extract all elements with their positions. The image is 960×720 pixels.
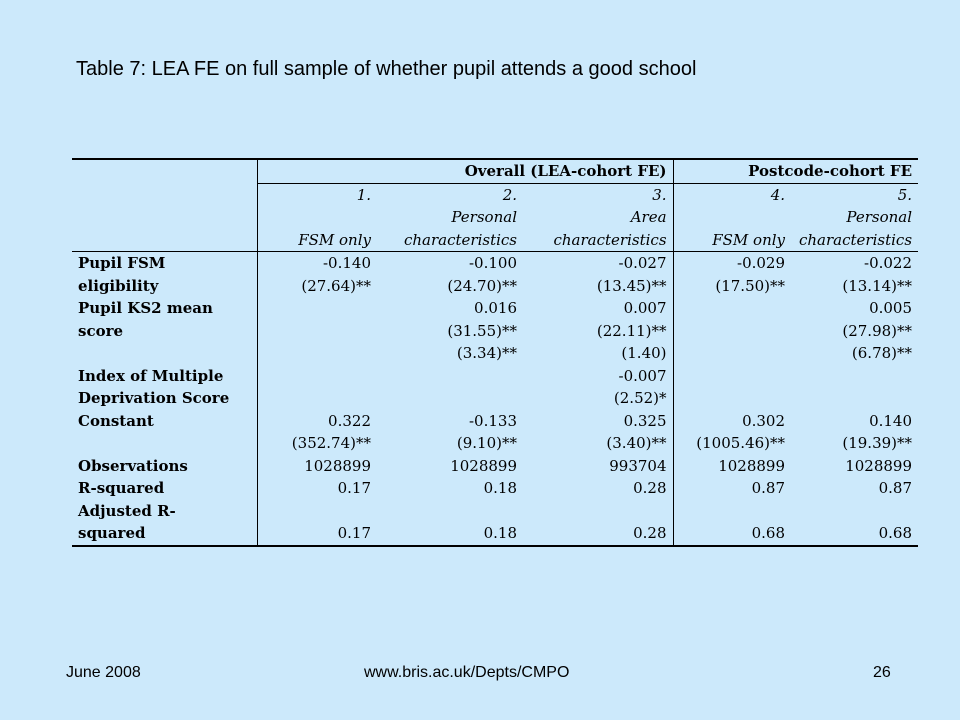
table-cell: (6.78)**: [851, 344, 913, 362]
empty-header-cell: [72, 183, 257, 206]
empty-header-cell: [72, 206, 257, 229]
table-cell: 0.28: [523, 500, 673, 546]
table-cell: 0.325: [523, 410, 673, 433]
table-cell: 0.007: [523, 297, 673, 320]
column-desc: Personal: [846, 208, 913, 226]
row-label: Deprivation Score: [72, 387, 257, 410]
slide-title: Table 7: LEA FE on full sample of whether pupil attends a good school: [76, 58, 697, 80]
row-label: Pupil FSM: [72, 252, 257, 275]
table-cell: 0.18: [377, 500, 523, 546]
table-cell: [377, 387, 523, 410]
results-table: [72, 158, 918, 547]
table-cell: -0.027: [523, 252, 673, 275]
table-row: [72, 410, 918, 433]
table-cell: 0.17: [337, 479, 371, 497]
table-cell: 0.140: [869, 411, 913, 430]
column-desc: characteristics: [523, 229, 673, 252]
table-cell: 0.68: [791, 500, 918, 546]
table-cell: (3.34)**: [456, 344, 517, 362]
table-row: [72, 252, 918, 275]
column-desc: Personal: [451, 208, 517, 226]
table-cell: [673, 342, 791, 365]
table-cell: 0.68: [673, 500, 791, 546]
table-cell: -0.140: [322, 254, 371, 272]
table-cell: [791, 387, 918, 410]
footer-page-number: 26: [873, 664, 891, 681]
table-cell: (352.74)**: [291, 434, 371, 452]
empty-header-cell: [72, 159, 257, 183]
table-cell: -0.029: [737, 254, 786, 272]
table-cell: [673, 365, 791, 388]
row-label: R-squared: [72, 477, 257, 500]
empty-header-cell: [72, 229, 257, 252]
column-desc-row-2: [72, 229, 918, 252]
row-label: Observations: [72, 455, 257, 478]
column-desc: FSM only: [257, 229, 377, 252]
table-cell: (17.50)**: [715, 276, 786, 295]
table-cell: (22.11)**: [523, 320, 673, 343]
column-desc: Area: [523, 206, 673, 229]
table-cell: (9.10)**: [456, 434, 517, 452]
column-desc-row-1: [72, 206, 918, 229]
row-label-line: Adjusted R-: [78, 501, 176, 520]
table-cell: 0.87: [751, 479, 786, 497]
table-row: [72, 432, 918, 455]
table-cell: (3.40)**: [523, 432, 673, 455]
row-label: [72, 500, 257, 546]
table-cell: 0.016: [474, 299, 517, 317]
footer-date: June 2008: [66, 664, 141, 681]
table-cell: (31.55)**: [447, 321, 517, 340]
table-cell: -0.007: [523, 365, 673, 388]
table-cell: (24.70)**: [447, 276, 517, 295]
row-label: [72, 342, 257, 365]
table-cell: [673, 320, 791, 343]
column-desc: characteristics: [377, 229, 523, 252]
table-cell: [791, 365, 918, 388]
column-desc: characteristics: [791, 229, 918, 252]
table-cell: 0.18: [483, 479, 517, 497]
table-cell: 1028899: [450, 456, 517, 475]
table-row: [72, 342, 918, 365]
table-cell: [257, 297, 377, 320]
column-desc: FSM only: [673, 229, 791, 252]
table-cell: 0.17: [257, 500, 377, 546]
column-number: 5.: [897, 185, 913, 204]
table-cell: -0.100: [468, 254, 517, 272]
table-cell: 1028899: [718, 456, 786, 475]
table-cell: [257, 342, 377, 365]
table-row-adjusted-r-squared: [72, 500, 918, 546]
table-cell: 0.322: [328, 411, 371, 430]
table-cell: (19.39)**: [842, 434, 913, 452]
table-row: [72, 320, 918, 343]
footer-url: www.bris.ac.uk/Depts/CMPO: [364, 664, 570, 681]
table-cell: (27.98)**: [842, 321, 913, 340]
column-number: 2.: [502, 185, 517, 204]
table-row: [72, 455, 918, 478]
table-cell: (27.64)**: [301, 276, 371, 295]
group-header-row: [72, 159, 918, 183]
results-table-container: [72, 158, 918, 547]
table-cell: 0.28: [523, 477, 673, 500]
table-cell: [257, 320, 377, 343]
table-cell: [257, 365, 377, 388]
row-label: Pupil KS2 mean: [72, 297, 257, 320]
table-cell: (2.52)*: [523, 387, 673, 410]
table-cell: [257, 387, 377, 410]
table-cell: (1.40): [523, 342, 673, 365]
column-number: 1.: [356, 185, 371, 204]
column-number: 4.: [770, 185, 786, 204]
column-desc: [257, 206, 377, 229]
row-label-line: squared: [78, 524, 146, 542]
table-cell: [673, 387, 791, 410]
group-header-overall: Overall (LEA-cohort FE): [257, 159, 673, 183]
row-label: [72, 432, 257, 455]
table-row: [72, 365, 918, 388]
group-header-postcode: Postcode-cohort FE: [673, 159, 918, 183]
row-label: score: [72, 320, 257, 343]
table-cell: 1028899: [845, 456, 913, 475]
row-label: Index of Multiple: [72, 365, 257, 388]
table-cell: (13.14)**: [842, 276, 913, 295]
table-cell: (1005.46)**: [696, 434, 786, 452]
table-cell: (13.45)**: [523, 275, 673, 298]
table-row: [72, 275, 918, 298]
table-cell: [673, 297, 791, 320]
table-cell: -0.133: [468, 411, 517, 430]
table-cell: 0.302: [742, 411, 786, 430]
row-label: eligibility: [72, 275, 257, 298]
table-row: [72, 387, 918, 410]
table-cell: [377, 365, 523, 388]
table-row: [72, 477, 918, 500]
table-row: [72, 297, 918, 320]
table-cell: -0.022: [864, 254, 913, 272]
table-cell: 1028899: [304, 456, 371, 475]
column-number: 3.: [523, 183, 673, 206]
table-cell: 993704: [523, 455, 673, 478]
table-cell: 0.87: [878, 479, 913, 497]
column-number-row: [72, 183, 918, 206]
column-desc: [673, 206, 791, 229]
table-cell: 0.005: [869, 299, 913, 317]
row-label: Constant: [72, 410, 257, 433]
